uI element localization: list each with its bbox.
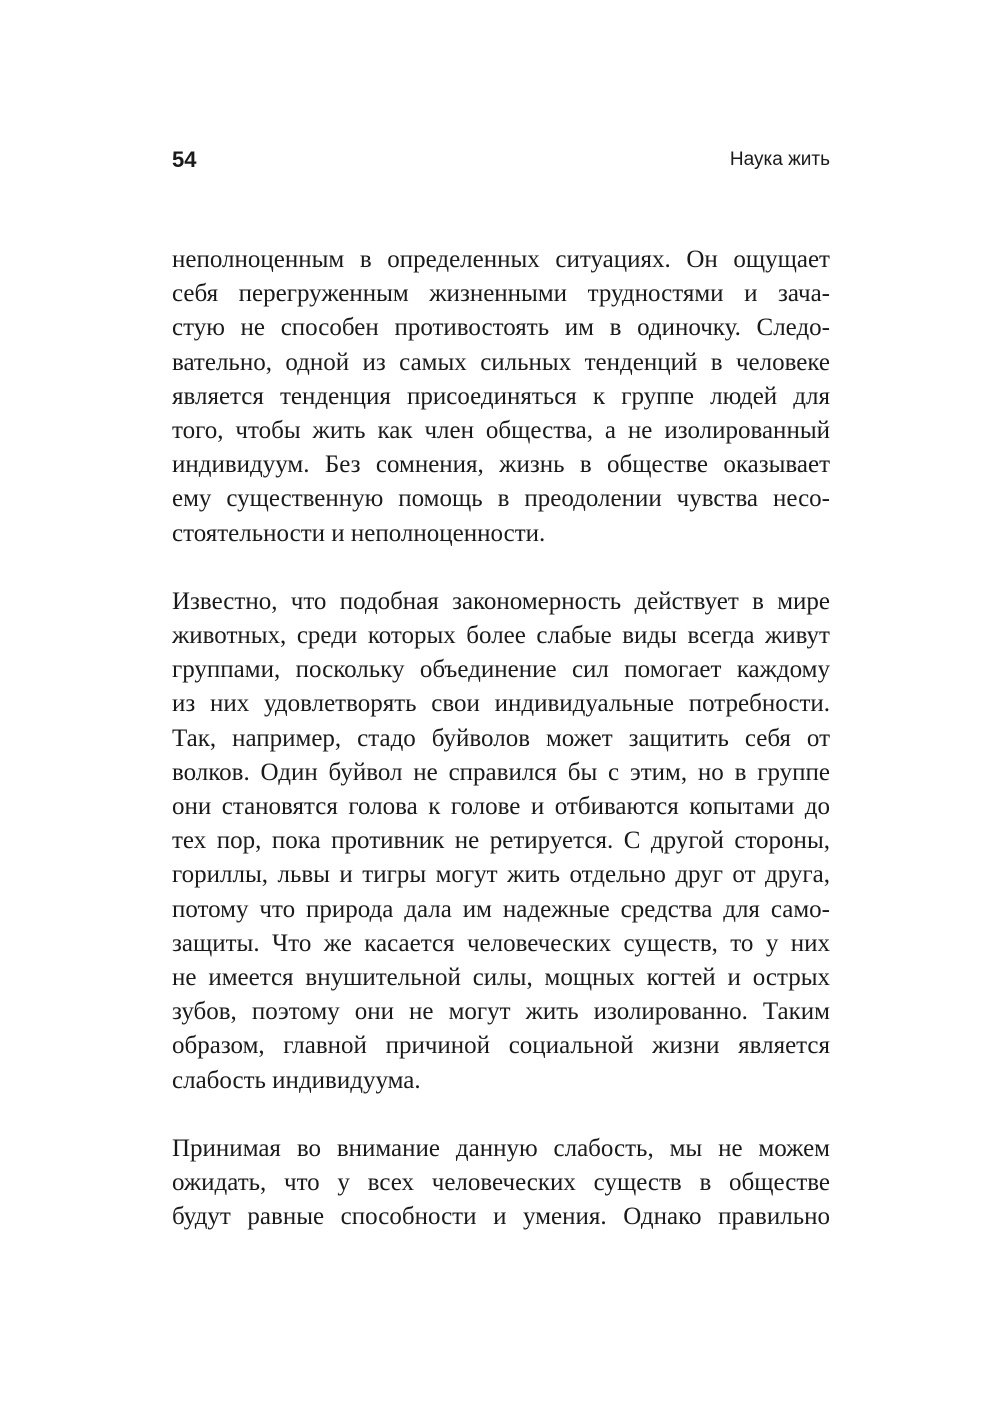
text-line: тех пор, пока противник не ретируется. С другой стороны, [172,827,830,855]
text-line: ожидать, что у всех человеческих существ в обществе [172,1169,830,1197]
text-line: неполноценным в определенных ситуациях. Он ощущает [172,246,830,273]
paragraph [172,585,830,1098]
text-line: они становятся голова к голове и отбиваются копытами до [172,793,830,821]
text-line: группами, поскольку объединение сил помогает каждому [172,656,830,684]
text-line: Принимая во внимание данную слабость, мы не можем [172,1134,830,1162]
text-line: гориллы, львы и тигры могут жить отдельно друг от друга, [172,861,830,889]
text-line: образом, главной причиной социальной жизни является [172,1032,830,1060]
text-line: того, чтобы жить как член общества, а не изолированный [172,417,830,445]
body-text [172,243,830,1268]
text-line: является тенденция присоединяться к группе людей для [172,382,830,410]
page-number: 54 [172,147,197,172]
text-line: Так, например, стадо буйволов может защитить себя от [172,724,830,752]
text-line: слабость индивидуума. [172,1066,421,1094]
running-head [172,147,830,177]
text-line: зубов, поэтому они не могут жить изолированно. Таким [172,998,830,1026]
text-line: стоятельности и неполноценности. [172,519,546,547]
text-line: Известно, что подобная закономерность действует в мире [172,587,830,615]
paragraph [172,1132,830,1235]
text-line: защиты. Что же касается человеческих существ, то у них [172,929,830,957]
text-line: вательно, одной из самых сильных тенденций в человеке [172,348,830,376]
text-line: волков. Один буйвол не справился бы с этим, но в группе [172,758,830,786]
text-line: стую не способен противостоять им в одиночку. Следо- [172,314,830,342]
book-title: Наука жить [729,149,830,170]
paragraph [172,243,830,551]
text-line: будут равные способности и умения. Однако правильно [172,1203,830,1231]
text-line: потому что природа дала им надежные средства для само- [172,895,830,923]
text-line: из них удовлетворять свои индивидуальные потребности. [172,690,830,718]
text-line: ему существенную помощь в преодолении чувства несо- [172,485,830,513]
text-line: не имеется внушительной силы, мощных когтей и острых [172,964,830,992]
text-line: индивидуум. Без сомнения, жизнь в обществе оказывает [172,451,830,479]
text-line: себя перегруженным жизненными трудностями и зача- [172,280,830,308]
text-line: животных, среди которых более слабые виды всегда живут [172,622,830,650]
